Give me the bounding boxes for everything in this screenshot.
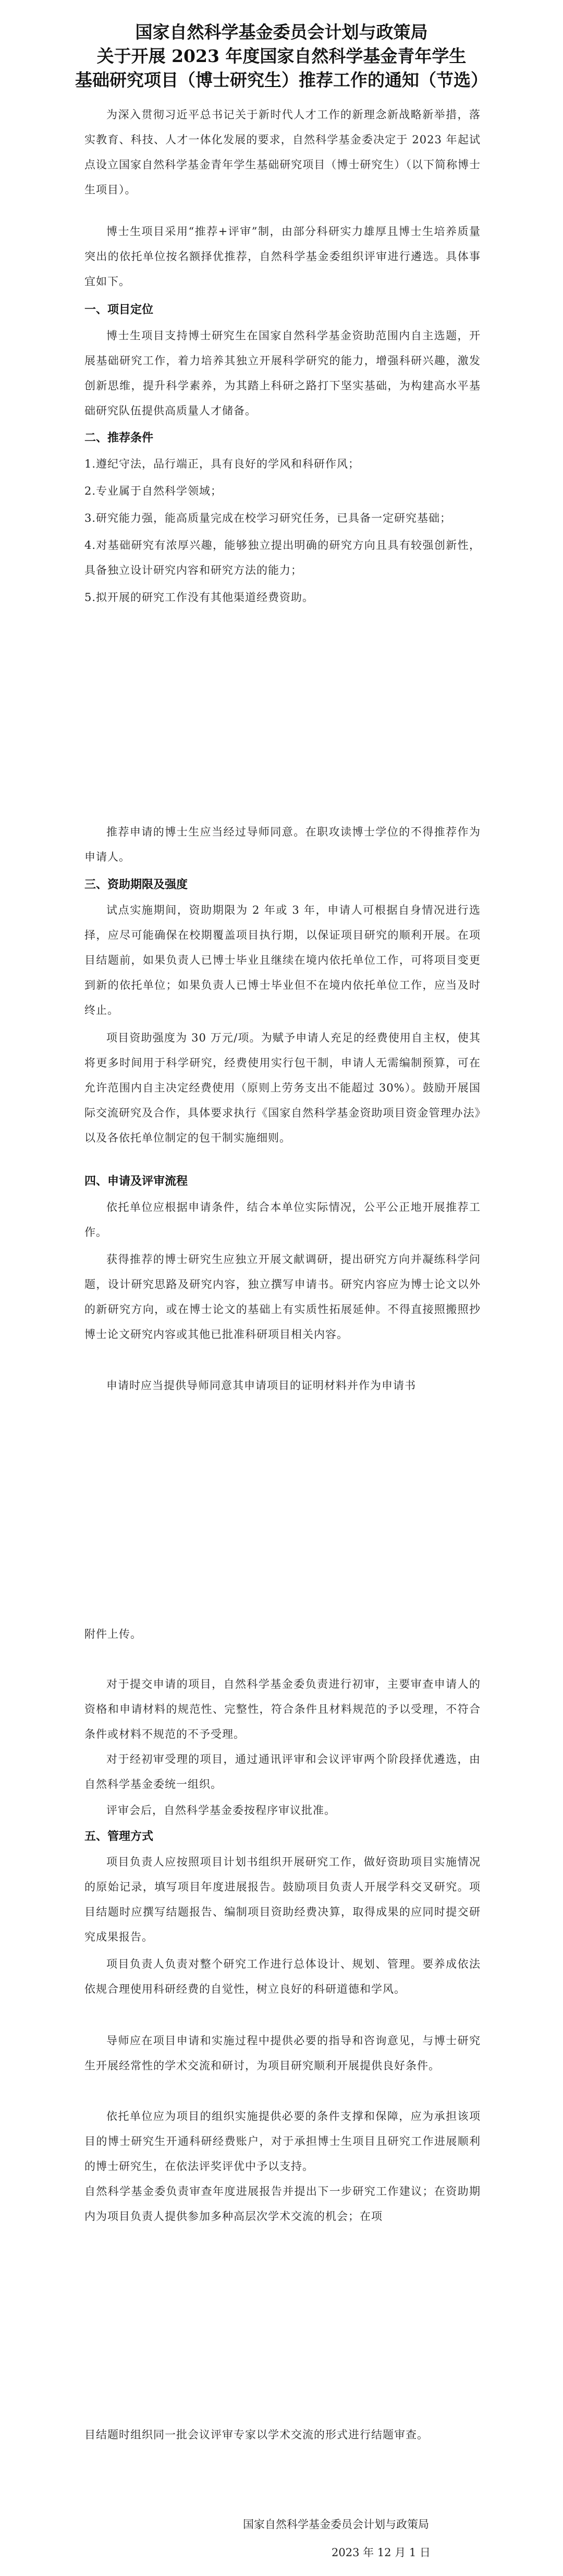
- intro-paragraph-2: 博士生项目采用“推荐+评审”制，由部分科研实力雄厚且博士生培养质量突出的依托单位按名额择优推荐，自然科学基金委组织评审进行遴选。具体事宜如下。: [84, 225, 481, 288]
- intro-paragraph-1: 为深入贯彻习近平总书记关于新时代人才工作的新理念新战略新举措，落实教育、科技、人才一体化发展的要求，自然科学基金委决定于 2023 年起试点设立国家自然科学基金青年学生基础研究项目（博士研究生）（以下简称博士生项目）。: [84, 108, 481, 196]
- section-5-paragraph-4: 依托单位应为项目的组织实施提供必要的条件支撑和保障，应为承担该项目的博士研究生开通科研经费账户，对于承担博士生项目且研究工作进展顺利的博士研究生，在依法评奖评优中予以支持。: [84, 2110, 481, 2173]
- title-line-3: 基础研究项目（博士研究生）推荐工作的通知（节选）: [75, 70, 488, 90]
- section-3-paragraph-2: 项目资助强度为 30 万元/项。为赋予申请人充足的经费使用自主权，使其将更多时间用于科学研究，经费使用实行包干制，申请人无需编制预算，可在允许范围内自主决定经费使用（原则上劳务支出不能超过 30%）。鼓励开展国际交流研究及合作，具体要求执行《国家自然科学基金资助项目资金管理办法》以及各依托单位制定的包干制实施细则。: [84, 1032, 481, 1144]
- condition-item-2: 2.专业属于自然科学领域；: [84, 485, 223, 497]
- section-2-heading: 二、推荐条件: [84, 432, 154, 445]
- section-4-paragraph-3: 申请时应当提供导师同意其申请项目的证明材料并作为申请书: [106, 1379, 416, 1392]
- condition-item-1: 1.遵纪守法，品行端正，具有良好的学风和科研作风；: [84, 458, 360, 470]
- section-2-note: 推荐申请的博士生应当经过导师同意。在职攻读博士学位的不得推荐作为申请人。: [84, 826, 481, 863]
- condition-item-4: 4.对基础研究有浓厚兴趣，能够独立提出明确的研究方向且具有较强创新性，具备独立设计研究内容和研究方法的能力；: [84, 539, 481, 576]
- section-4-paragraph-5: 对于经初审受理的项目，通过通讯评审和会议评审两个阶段择优遴选，由自然科学基金委统一组织。: [84, 1753, 481, 1790]
- section-4-paragraph-6: 评审会后，自然科学基金委按程序审议批准。: [106, 1804, 336, 1817]
- title-line-2: 关于开展 2023 年度国家自然科学基金青年学生: [96, 46, 467, 66]
- section-5-heading: 五、管理方式: [84, 1830, 154, 1843]
- section-4-paragraph-4: 对于提交申请的项目，自然科学基金委负责进行初审，主要审查申请人的资格和申请材料的规范性、完整性，符合条件且材料规范的予以受理，不符合条件或材料不规范的不予受理。: [84, 1678, 481, 1740]
- section-5-paragraph-3: 导师应在项目申请和实施过程中提供必要的指导和咨询意见，与博士研究生开展经常性的学术交流和研讨，为项目研究顺利开展提供良好条件。: [84, 2034, 481, 2072]
- condition-item-5: 5.拟开展的研究工作没有其他渠道经费资助。: [84, 591, 314, 604]
- section-5-paragraph-5: 自然科学基金委负责审查年度进展报告并提出下一步研究工作建议；在资助期内为项目负责人提供参加多种高层次学术交流的机会；在项: [84, 2185, 481, 2223]
- section-5-paragraph-1: 项目负责人应按照项目计划书组织开展研究工作，做好资助项目实施情况的原始记录，填写项目年度进展报告。鼓励项目负责人开展学科交叉研究。项目结题时应撰写结题报告、编制项目资助经费决算，取得成果的应同时提交研究成果报告。: [84, 1856, 481, 1943]
- section-5-paragraph-5-continued: 目结题时组织同一批会议评审专家以学术交流的形式进行结题审查。: [84, 2428, 429, 2441]
- section-5-paragraph-2: 项目负责人负责对整个研究工作进行总体设计、规划、管理。要养成依法依规合理使用科研经费的自觉性，树立良好的科研道德和学风。: [84, 1958, 481, 1995]
- section-4-paragraph-3-continued: 附件上传。: [84, 1628, 142, 1640]
- condition-item-3: 3.研究能力强，能高质量完成在校学习研究任务，已具备一定研究基础；: [84, 512, 452, 524]
- section-3-heading: 三、资助期限及强度: [84, 878, 188, 891]
- section-1-heading: 一、项目定位: [84, 303, 154, 316]
- section-3-paragraph-1: 试点实施期间，资助期限为 2 年或 3 年，申请人可根据自身情况进行选择，应尽可能确保在校期覆盖项目执行期，以保证项目研究的顺利开展。在项目结题前，如果负责人已博士毕业且继续在境内依托单位工作，可将项目变更到新的依托单位；如果负责人已博士毕业但不在境内依托单位工作，应当及时终止。: [84, 904, 481, 1016]
- section-4-heading: 四、申请及评审流程: [84, 1175, 188, 1188]
- issue-date: 2023 年 12 月 1 日: [332, 2546, 431, 2559]
- section-4-paragraph-1: 依托单位应根据申请条件，结合本单位实际情况，公平公正地开展推荐工作。: [84, 1201, 481, 1238]
- section-1-paragraph: 博士生项目支持博士研究生在国家自然科学基金资助范围内自主选题，开展基础研究工作，着力培养其独立开展科学研究的能力，增强科研兴趣，激发创新思维，提升科学素养，为其踏上科研之路打下坚实基础，为构建高水平基础研究队伍提供高质量人才储备。: [84, 329, 481, 417]
- section-4-paragraph-2: 获得推荐的博士研究生应独立开展文献调研，提出研究方向并凝练科学问题，设计研究思路及研究内容，独立撰写申请书。研究内容应为博士论文以外的新研究方向，或在博士论文的基础上有实质性拓展延伸。不得直接照搬照抄博士论文研究内容或其他已批准科研项目相关内容。: [84, 1253, 481, 1341]
- issuing-organization: 国家自然科学基金委员会计划与政策局: [243, 2518, 429, 2531]
- title-line-1: 国家自然科学基金委员会计划与政策局: [135, 22, 428, 42]
